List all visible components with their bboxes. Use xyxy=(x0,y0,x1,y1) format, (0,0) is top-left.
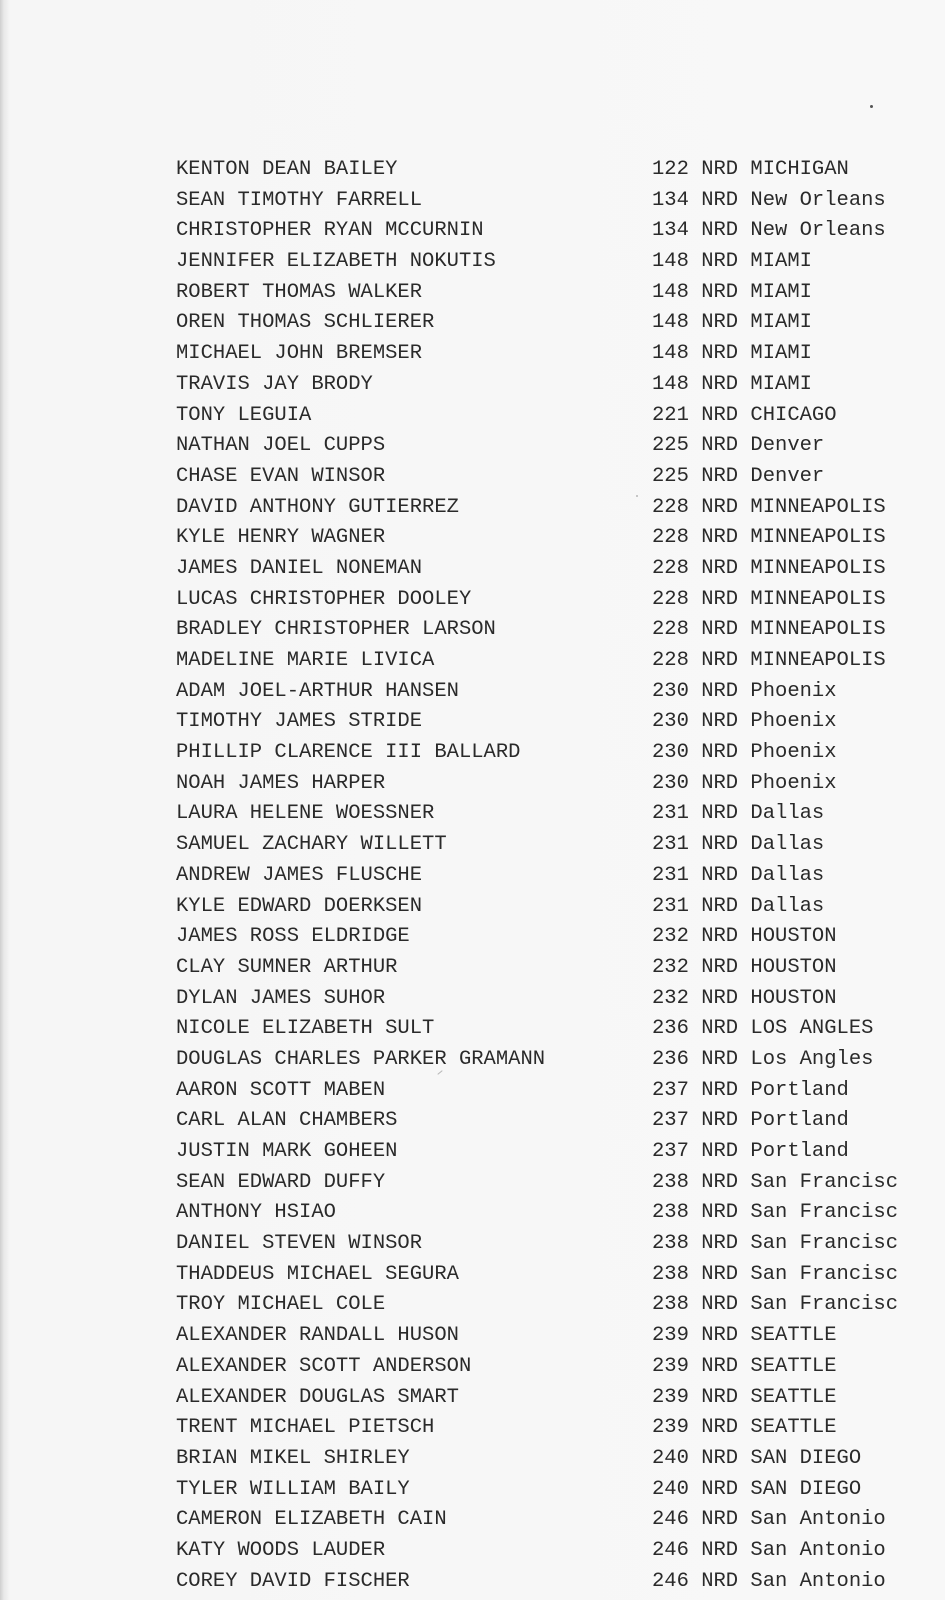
roster-row xyxy=(0,646,945,677)
person-name: ALEXANDER DOUGLAS SMART xyxy=(176,1385,459,1409)
office-code: 237 NRD Portland xyxy=(652,1140,849,1163)
roster-row xyxy=(0,401,945,432)
person-name: TONY LEGUIA xyxy=(176,403,312,427)
person-name: CARL ALAN CHAMBERS xyxy=(176,1109,398,1133)
roster-row xyxy=(0,247,945,278)
roster-row xyxy=(0,1505,945,1536)
office-code: 228 NRD MINNEAPOLIS xyxy=(652,587,886,611)
office-code: 238 NRD San Francisc xyxy=(652,1293,899,1317)
roster-row xyxy=(0,431,945,462)
roster-row xyxy=(0,1045,945,1076)
person-name: SEAN TIMOTHY FARRELL xyxy=(176,188,423,212)
person-name: CHASE EVAN WINSOR xyxy=(176,464,386,488)
roster-row xyxy=(0,1229,945,1260)
person-name: NOAH JAMES HARPER xyxy=(176,771,386,795)
office-code: 239 NRD SEATTLE xyxy=(652,1324,837,1348)
roster-row xyxy=(0,1352,945,1383)
person-name: PHILLIP CLARENCE III BALLARD xyxy=(176,741,521,765)
person-name: TROY MICHAEL COLE xyxy=(176,1293,386,1317)
person-name: JUSTIN MARK GOHEEN xyxy=(176,1140,398,1163)
office-code: 238 NRD San Francisc xyxy=(652,1232,899,1256)
roster-row xyxy=(0,155,945,186)
roster-row xyxy=(0,1567,945,1598)
roster-row xyxy=(0,615,945,646)
roster-row xyxy=(0,677,945,708)
office-code: 134 NRD New Orleans xyxy=(652,219,886,243)
person-name: TIMOTHY JAMES STRIDE xyxy=(176,710,423,734)
office-code: 148 NRD MIAMI xyxy=(652,372,812,396)
office-code: 238 NRD San Francisc xyxy=(652,1201,899,1225)
person-name: NATHAN JOEL CUPPS xyxy=(176,434,386,458)
office-code: 228 NRD MINNEAPOLIS xyxy=(652,618,886,642)
person-name: SAMUEL ZACHARY WILLETT xyxy=(176,833,447,857)
person-name: THADDEUS MICHAEL SEGURA xyxy=(176,1262,459,1286)
roster-row xyxy=(0,1536,945,1567)
roster-row xyxy=(0,1475,945,1506)
person-name: AARON SCOTT MABEN xyxy=(176,1078,386,1102)
office-code: 237 NRD Portland xyxy=(652,1078,849,1102)
office-code: 228 NRD MINNEAPOLIS xyxy=(652,649,886,672)
roster-row xyxy=(0,493,945,524)
person-name: DANIEL STEVEN WINSOR xyxy=(176,1232,423,1256)
roster-row xyxy=(0,554,945,585)
person-name: BRIAN MIKEL SHIRLEY xyxy=(176,1446,410,1470)
person-name: TRAVIS JAY BRODY xyxy=(176,372,373,396)
roster-row xyxy=(0,216,945,247)
roster-row xyxy=(0,1076,945,1107)
roster-row xyxy=(0,339,945,370)
roster-row xyxy=(0,1106,945,1137)
person-name: JENNIFER ELIZABETH NOKUTIS xyxy=(176,250,496,274)
person-name: TYLER WILLIAM BAILY xyxy=(176,1477,410,1501)
person-name: MADELINE MARIE LIVICA xyxy=(176,649,435,672)
person-name: MICHAEL JOHN BREMSER xyxy=(176,342,423,366)
roster-row xyxy=(0,953,945,984)
person-name: JAMES ROSS ELDRIDGE xyxy=(176,925,410,949)
office-code: 231 NRD Dallas xyxy=(652,802,825,826)
roster-row xyxy=(0,1260,945,1291)
office-code: 230 NRD Phoenix xyxy=(652,679,837,703)
roster-row xyxy=(0,523,945,554)
roster-row xyxy=(0,1168,945,1199)
office-code: 239 NRD SEATTLE xyxy=(652,1354,837,1378)
person-name: ANDREW JAMES FLUSCHE xyxy=(176,863,423,887)
person-name: KENTON DEAN BAILEY xyxy=(176,158,398,181)
office-code: 228 NRD MINNEAPOLIS xyxy=(652,495,886,519)
office-code: 148 NRD MIAMI xyxy=(652,250,812,274)
person-name: JAMES DANIEL NONEMAN xyxy=(176,556,423,580)
office-code: 238 NRD San Francisc xyxy=(652,1262,899,1286)
roster-row xyxy=(0,462,945,493)
person-name: CLAY SUMNER ARTHUR xyxy=(176,955,398,979)
roster-row xyxy=(0,799,945,830)
office-code: 231 NRD Dallas xyxy=(652,863,825,887)
office-code: 246 NRD San Antonio xyxy=(652,1538,886,1562)
roster-row xyxy=(0,1444,945,1475)
office-code: 148 NRD MIAMI xyxy=(652,280,812,304)
office-code: 239 NRD SEATTLE xyxy=(652,1416,837,1440)
office-code: 225 NRD Denver xyxy=(652,464,825,488)
person-name: ROBERT THOMAS WALKER xyxy=(176,280,423,304)
person-name: CHRISTOPHER RYAN MCCURNIN xyxy=(176,219,484,243)
roster-row xyxy=(0,308,945,339)
office-code: 134 NRD New Orleans xyxy=(652,188,886,212)
office-code: 236 NRD LOS ANGLES xyxy=(652,1017,874,1041)
roster-row xyxy=(0,1014,945,1045)
office-code: 225 NRD Denver xyxy=(652,434,825,458)
roster-row xyxy=(0,707,945,738)
person-name: BRADLEY CHRISTOPHER LARSON xyxy=(176,618,496,642)
roster-list xyxy=(0,155,945,1597)
roster-row xyxy=(0,892,945,923)
office-code: 221 NRD CHICAGO xyxy=(652,403,837,427)
roster-row xyxy=(0,922,945,953)
roster-row xyxy=(0,738,945,769)
person-name: ALEXANDER RANDALL HUSON xyxy=(176,1324,459,1348)
person-name: LAURA HELENE WOESSNER xyxy=(176,802,435,826)
office-code: 228 NRD MINNEAPOLIS xyxy=(652,526,886,550)
office-code: 122 NRD MICHIGAN xyxy=(652,158,849,181)
office-code: 236 NRD Los Angles xyxy=(652,1047,874,1071)
office-code: 237 NRD Portland xyxy=(652,1109,849,1133)
office-code: 239 NRD SEATTLE xyxy=(652,1385,837,1409)
roster-row xyxy=(0,1321,945,1352)
office-code: 246 NRD San Antonio xyxy=(652,1569,886,1593)
roster-row xyxy=(0,370,945,401)
office-code: 230 NRD Phoenix xyxy=(652,741,837,765)
roster-row xyxy=(0,1137,945,1168)
person-name: DAVID ANTHONY GUTIERREZ xyxy=(176,495,459,519)
roster-row xyxy=(0,830,945,861)
person-name: KATY WOODS LAUDER xyxy=(176,1538,386,1562)
roster-row xyxy=(0,769,945,800)
person-name: OREN THOMAS SCHLIERER xyxy=(176,311,435,335)
person-name: TRENT MICHAEL PIETSCH xyxy=(176,1416,435,1440)
office-code: 238 NRD San Francisc xyxy=(652,1170,899,1194)
person-name: DOUGLAS CHARLES PARKER GRAMANN xyxy=(176,1047,546,1071)
office-code: 228 NRD MINNEAPOLIS xyxy=(652,556,886,580)
scan-speck xyxy=(870,105,873,108)
office-code: 230 NRD Phoenix xyxy=(652,710,837,734)
office-code: 148 NRD MIAMI xyxy=(652,311,812,335)
roster-row xyxy=(0,186,945,217)
roster-row xyxy=(0,278,945,309)
office-code: 240 NRD SAN DIEGO xyxy=(652,1477,862,1501)
roster-row xyxy=(0,861,945,892)
person-name: KYLE EDWARD DOERKSEN xyxy=(176,894,423,918)
roster-row xyxy=(0,585,945,616)
person-name: KYLE HENRY WAGNER xyxy=(176,526,386,550)
roster-row xyxy=(0,1198,945,1229)
office-code: 232 NRD HOUSTON xyxy=(652,925,837,949)
person-name: NICOLE ELIZABETH SULT xyxy=(176,1017,435,1041)
office-code: 148 NRD MIAMI xyxy=(652,342,812,366)
office-code: 232 NRD HOUSTON xyxy=(652,955,837,979)
person-name: ALEXANDER SCOTT ANDERSON xyxy=(176,1354,472,1378)
person-name: COREY DAVID FISCHER xyxy=(176,1569,410,1593)
person-name: ADAM JOEL-ARTHUR HANSEN xyxy=(176,679,459,703)
person-name: DYLAN JAMES SUHOR xyxy=(176,986,386,1010)
roster-row xyxy=(0,984,945,1015)
roster-row xyxy=(0,1290,945,1321)
roster-row xyxy=(0,1383,945,1414)
roster-row xyxy=(0,1413,945,1444)
office-code: 246 NRD San Antonio xyxy=(652,1508,886,1532)
person-name: ANTHONY HSIAO xyxy=(176,1201,336,1225)
office-code: 232 NRD HOUSTON xyxy=(652,986,837,1010)
office-code: 231 NRD Dallas xyxy=(652,833,825,857)
office-code: 240 NRD SAN DIEGO xyxy=(652,1446,862,1470)
office-code: 231 NRD Dallas xyxy=(652,894,825,918)
person-name: CAMERON ELIZABETH CAIN xyxy=(176,1508,447,1532)
person-name: LUCAS CHRISTOPHER DOOLEY xyxy=(176,587,472,611)
office-code: 230 NRD Phoenix xyxy=(652,771,837,795)
person-name: SEAN EDWARD DUFFY xyxy=(176,1170,386,1194)
